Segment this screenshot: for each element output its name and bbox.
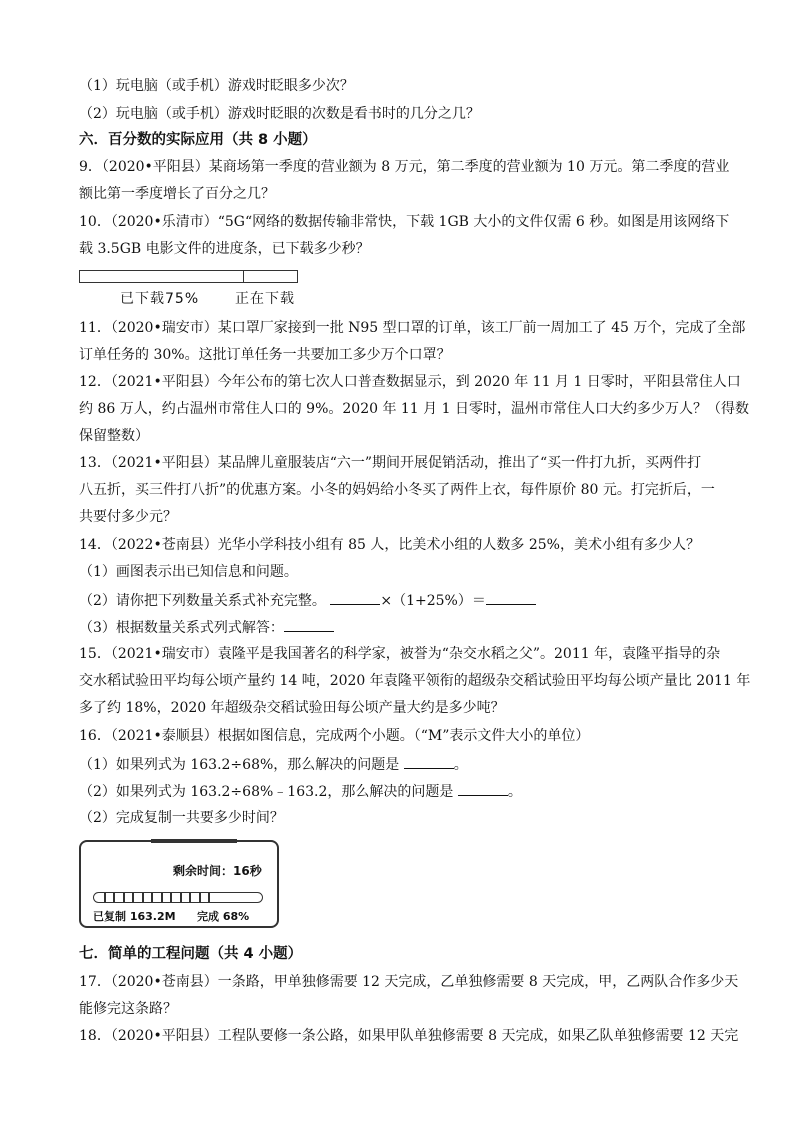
copy-progress-segment — [170, 893, 172, 902]
download-progress-bar — [79, 270, 298, 283]
copy-progress-dialog — [79, 840, 279, 928]
question-16-part-1-text: （1）如果列式为 163.2÷68%，那么解决的问题是 — [79, 757, 400, 773]
period: 。 — [507, 784, 522, 800]
answer-blank — [284, 617, 334, 632]
copy-progress-segment — [104, 893, 106, 902]
question-8-part-1: （1）玩电脑（或手机）游戏时眨眼多少次？ — [79, 78, 354, 94]
question-14-part-1: （1）画图表示出已知信息和问题。 — [79, 564, 298, 580]
question-18-line-1: 18．（2020•平阳县）工程队要修一条公路，如果甲队单独修需要 8 天完成，如果乙队单独修需要 12 天完 — [79, 1028, 739, 1044]
question-10-line-1: 10．（2020•乐清市）“5G“网络的数据传输非常快，下载 1GB 大小的文件仅需 6 秒。如图是用该网络下 — [79, 214, 730, 230]
question-12-line-2: 约 86 万人，约占温州市常住人口的 9%。2020 年 11 月 1 日零时，温州市常住人口大约多少万人？（得数 — [79, 401, 749, 417]
copy-progress-segment — [161, 893, 163, 902]
copy-progress-segment — [208, 893, 210, 902]
question-14-part-2 — [79, 590, 536, 611]
question-14-part-2-text: （2）请你把下列数量关系式补充完整。 — [79, 593, 326, 609]
question-17-line-2: 能修完这条路？ — [79, 1001, 177, 1017]
question-13-line-3: 共要付多少元？ — [79, 509, 177, 525]
copy-progress-segment — [123, 893, 125, 902]
question-15-line-3: 多了约 18%，2020 年超级杂交稻试验田每公顷产量大约是多少吨？ — [79, 700, 505, 716]
copied-size: 已复制 163.2M — [93, 910, 176, 923]
question-9-line-1: 9．（2020•平阳县）某商场第一季度的营业额为 8 万元，第二季度的营业额为 10 万元。第二季度的营业 — [79, 159, 730, 175]
question-14-part-2-formula: ×（1+25%）＝ — [380, 593, 486, 609]
dialog-top-bar — [151, 839, 237, 843]
copy-progress-segment — [113, 893, 115, 902]
copy-progress-segment — [151, 893, 153, 902]
question-17-line-1: 17．（2020•苍南县）一条路，甲单独修需要 12 天完成，乙单独修需要 8 天完成，甲，乙两队合作多少天 — [79, 974, 739, 990]
copy-progress-segment — [199, 893, 201, 902]
question-13-line-1: 13．（2021•平阳县）某品牌儿童服装店“六一”期间开展促销活动，推出了“买一件打九折，买两件打 — [79, 455, 702, 471]
question-12-line-3: 保留整数） — [79, 428, 149, 444]
question-14-part-3-text: （3）根据数量关系式列式解答： — [79, 620, 284, 636]
question-16-part-1 — [79, 754, 468, 775]
copy-progress-segment — [189, 893, 191, 902]
answer-blank — [486, 590, 536, 605]
completed-percent: 完成 68% — [197, 910, 250, 923]
remaining-time: 剩余时间：16秒 — [173, 864, 262, 878]
answer-blank — [458, 781, 508, 796]
question-15-line-1: 15．（2021•瑞安市）袁隆平是我国著名的科学家，被誉为“杂交水稻之父”。2011 年，袁隆平指导的杂 — [79, 646, 721, 662]
copy-progress-bar — [93, 892, 263, 903]
question-14-part-3 — [79, 617, 334, 638]
answer-blank — [404, 754, 454, 769]
question-11-line-2: 订单任务的 30%。这批订单任务一共要加工多少万个口罩？ — [79, 347, 451, 363]
question-14-line-1: 14．（2022•苍南县）光华小学科技小组有 85 人，比美术小组的人数多 25%，美术小组有多少人？ — [79, 537, 700, 553]
answer-blank — [330, 590, 380, 605]
copy-progress-segment — [180, 893, 182, 902]
question-12-line-1: 12．（2021•平阳县）今年公布的第七次人口普查数据显示，到 2020 年 11 月 1 日零时，平阳县常住人口 — [79, 374, 741, 390]
question-16-part-3: （2）完成复制一共要多少时间？ — [79, 810, 284, 826]
question-9-line-2: 额比第一季度增长了百分之几？ — [79, 186, 275, 202]
section-heading-6: 六．百分数的实际应用（共 8 小题） — [79, 132, 317, 148]
question-16-part-2 — [79, 781, 522, 802]
question-10-line-2: 载 3.5GB 电影文件的进度条，已下载多少秒？ — [79, 241, 370, 257]
period: 。 — [453, 757, 468, 773]
question-8-part-2: （2）玩电脑（或手机）游戏时眨眼的次数是看书时的几分之几？ — [79, 106, 480, 122]
copy-progress-segment — [132, 893, 134, 902]
question-16-part-2-text: （2）如果列式为 163.2÷68%﹣163.2，那么解决的问题是 — [79, 784, 454, 800]
section-heading-7: 七．简单的工程问题（共 4 小题） — [79, 946, 303, 962]
question-13-line-2: 八五折，买三件打八折”的优惠方案。小冬的妈妈给小冬买了两件上衣，每件原价 80 元。打完折后，一 — [79, 482, 715, 498]
copy-progress-segment — [142, 893, 144, 902]
question-16-line-1: 16．（2021•泰顺县）根据如图信息，完成两个小题。（“M”表示文件大小的单位） — [79, 728, 590, 744]
downloading-label: 正在下载 — [235, 291, 295, 307]
question-15-line-2: 交水稻试验田平均每公顷产量约 14 吨，2020 年袁隆平领衔的超级杂交稻试验田平均每公顷产量比 2011 年 — [79, 673, 751, 689]
download-progress-fill — [80, 271, 244, 282]
question-11-line-1: 11．（2020•瑞安市）某口罩厂家接到一批 N95 型口罩的订单，该工厂前一周加工了 45 万个，完成了全部 — [79, 320, 746, 336]
downloaded-label: 已下载75% — [120, 291, 200, 307]
